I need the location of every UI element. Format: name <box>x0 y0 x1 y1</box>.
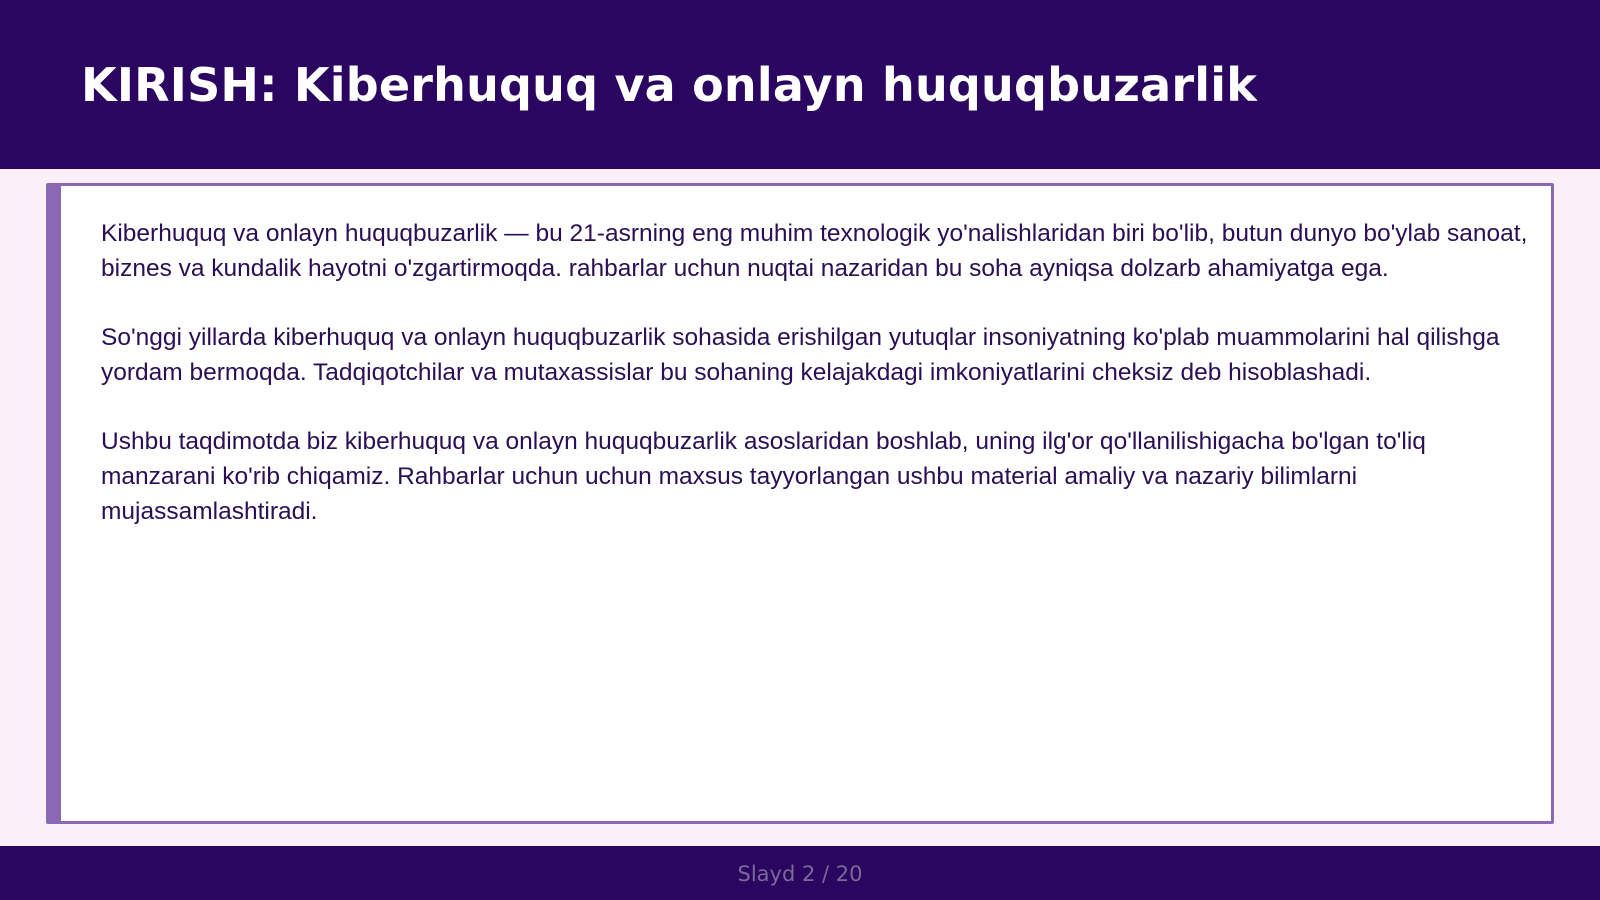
slide-footer <box>0 846 1600 900</box>
paragraph-2: So'nggi yillarda kiberhuquq va onlayn huquqbuzarlik sohasida erishilgan yutuqlar insoniyatning ko'plab muammolarini hal qilishga yordam bermoqda. Tadqiqotchilar va mutaxassislar bu sohaning kelajakdagi imkoniyatlarini cheksiz deb hisoblashadi. <box>101 324 1500 386</box>
paragraph-3: Ushbu taqdimotda biz kiberhuquq va onlayn huquqbuzarlik asoslaridan boshlab, uning ilg'or qo'llanilishigacha bo'lgan to'liq manzarani ko'rib chiqamiz. Rahbarlar uchun uchun maxsus tayyorlangan ushbu material amaliy va nazariy bilimlarni mujassamlashtiradi. <box>101 428 1426 525</box>
body-text <box>101 216 1531 563</box>
content-box <box>46 183 1554 824</box>
slide-header <box>0 0 1600 169</box>
slide-number: Slayd 2 / 20 <box>737 862 863 886</box>
paragraph-1: Kiberhuquq va onlayn huquqbuzarlik — bu 21-asrning eng muhim texnologik yo'nalishlaridan biri bo'lib, butun dunyo bo'ylab sanoat, biznes va kundalik hayotni o'zgartirmoqda. rahbarlar uchun nuqtai nazaridan bu soha ayniqsa dolzarb ahamiyatga ega. <box>101 220 1528 282</box>
slide-title: KIRISH: Kiberhuquq va onlayn huquqbuzarlik <box>81 58 1258 112</box>
